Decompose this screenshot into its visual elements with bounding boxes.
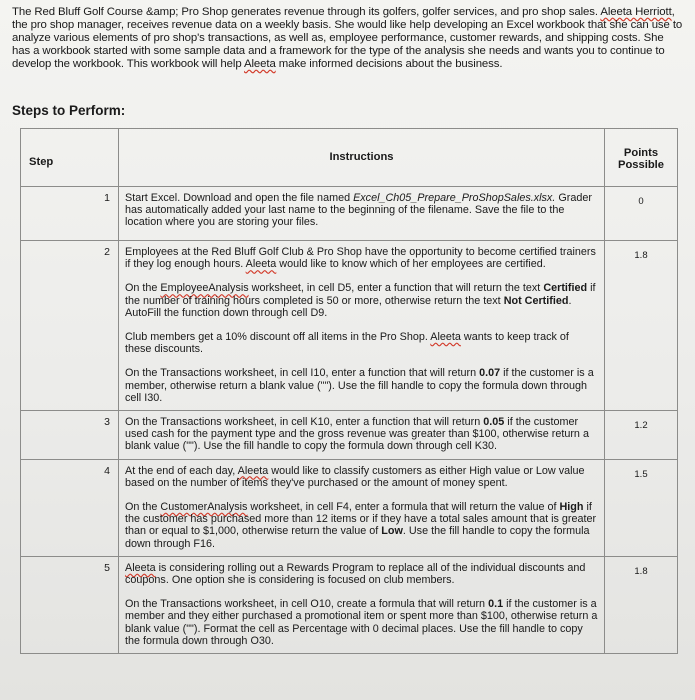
intro-paragraph <box>12 6 684 71</box>
keyword: Low <box>381 525 403 538</box>
step-number: 5 <box>21 556 119 653</box>
text: Start Excel. Download and open the file named <box>125 192 354 204</box>
keyword: 0.05 <box>483 416 505 429</box>
text: On the <box>125 282 161 295</box>
intro-text-1: The Red Bluff Golf Course &amp; Pro Shop generates revenue through its golfers, golfer services, and pro shop sales. <box>12 6 598 18</box>
step-instructions <box>119 556 605 653</box>
step-instructions <box>119 459 605 556</box>
steps-table <box>20 128 678 654</box>
step-instructions <box>119 411 605 460</box>
text: . AutoFill the function down through cell D9. <box>125 294 572 319</box>
keyword: Not Certified <box>503 294 569 307</box>
text: would like to know which of her employees are certified. <box>276 258 546 271</box>
step-number: 2 <box>21 241 119 411</box>
step-points: 1.5 <box>605 459 678 556</box>
text: would like to classify customers as either High value or Low value based on the number of items they've purchased or the amount of money spent. <box>125 464 585 489</box>
table-row <box>21 241 678 411</box>
name: Aleeta <box>430 331 461 344</box>
name: Aleeta <box>245 258 277 271</box>
instruction-paragraph <box>125 598 598 647</box>
text: Grader has automatically added your last name to the beginning of the filename. Save the file to the location where you are storing your files. <box>125 192 592 229</box>
keyword: Certified <box>543 282 588 295</box>
text: On the <box>125 501 161 514</box>
instruction-paragraph <box>125 331 598 355</box>
text: if the customer used cash for the payment type and the gross revenue was greater than $100, otherwise return a blank value (""). Use the fill handle to copy the formula down through cell K30. <box>125 416 589 453</box>
steps-heading: Steps to Perform: <box>12 103 126 118</box>
keyword: High <box>559 501 584 514</box>
text: is considering rolling out a Rewards Program to replace all of the individual discounts and coupons. One option she is considering is focused on club members. <box>125 561 586 587</box>
keyword: 0.1 <box>488 598 504 611</box>
header-step: Step <box>21 129 119 187</box>
step-instructions <box>119 187 605 241</box>
step-points: 0 <box>605 187 678 241</box>
table-row <box>21 556 678 653</box>
header-points: Points Possible <box>605 129 678 187</box>
instruction-paragraph <box>125 246 598 270</box>
text: if the number of training hours completed is 50 or more, otherwise return the text <box>125 282 596 307</box>
intro-name-1: Aleeta Herriott <box>600 6 672 18</box>
step-number: 1 <box>21 187 119 241</box>
intro-text-2: , the pro shop manager, receives revenue data on a weekly basis. She would like help developing an Excel workbook that she can use to analyze various elements of pro shop's transactions, as well as, employee performance, customer rewards, and shipping costs. She has a workbook started with some sample data and a framework for the type of the analysis she needs and wants you to continue to develop the workbook. This workbook will help <box>12 6 683 70</box>
text: On the Transactions worksheet, in cell K10, enter a function that will return <box>125 416 484 429</box>
text: Club members get a 10% discount off all items in the Pro Shop. <box>125 331 431 344</box>
step-instructions <box>119 241 605 411</box>
keyword: 0.07 <box>479 367 501 380</box>
text: worksheet, in cell D5, enter a function that will return the text <box>248 282 544 295</box>
header-instructions: Instructions <box>119 129 605 187</box>
sheet-name: CustomerAnalysis <box>160 501 248 514</box>
intro-text-3: make informed decisions about the business. <box>278 58 503 70</box>
instruction-paragraph <box>125 501 598 550</box>
text: worksheet, in cell F4, enter a formula that will return the value of <box>247 501 560 514</box>
text: if the customer has purchased more than 12 items or if they have a total sales amount that is greater than or equal to $1,000, otherwise return the value of <box>125 501 597 538</box>
step-number: 3 <box>21 411 119 460</box>
name: Aleeta <box>237 464 269 477</box>
instruction-paragraph <box>125 282 598 319</box>
sheet-name: EmployeeAnalysis <box>160 282 249 295</box>
instruction-paragraph <box>125 416 598 453</box>
name: Aleeta <box>125 561 156 574</box>
text: Employees at the Red Bluff Golf Club & Pro Shop have the opportunity to become certified trainers if they log enough hours. <box>125 246 596 271</box>
step-points: 1.2 <box>605 411 678 460</box>
instruction-paragraph <box>125 562 598 586</box>
table-row <box>21 187 678 241</box>
table-row <box>21 411 678 460</box>
text: . Use the fill handle to copy the formula down through F16. <box>125 525 590 550</box>
text: wants to keep track of these discounts. <box>125 331 569 356</box>
table-header-row <box>21 129 678 187</box>
text: if the customer is a member and they either purchased a promotional item or spent more than $100, otherwise return a blank value (""). Format the cell as Percentage with 0 decimal places. Use the fill handle to copy the formula down through O30. <box>125 598 598 647</box>
text: On the Transactions worksheet, in cell O10, create a formula that will return <box>125 598 489 611</box>
filename: Excel_Ch05_Prepare_ProShopSales.xlsx. <box>353 192 556 204</box>
step-points: 1.8 <box>605 556 678 653</box>
step-number: 4 <box>21 459 119 556</box>
step-points: 1.8 <box>605 241 678 411</box>
instruction-paragraph <box>125 367 598 404</box>
text: At the end of each day, <box>125 464 238 477</box>
intro-name-2: Aleeta <box>244 58 276 70</box>
instruction-paragraph <box>125 192 598 229</box>
text: if the customer is a member, otherwise return a blank value (""). Use the fill handle to copy the formula down through cell I30. <box>125 367 594 404</box>
table-row <box>21 459 678 556</box>
text: On the Transactions worksheet, in cell I10, enter a function that will return <box>125 367 480 380</box>
instruction-paragraph <box>125 465 598 489</box>
